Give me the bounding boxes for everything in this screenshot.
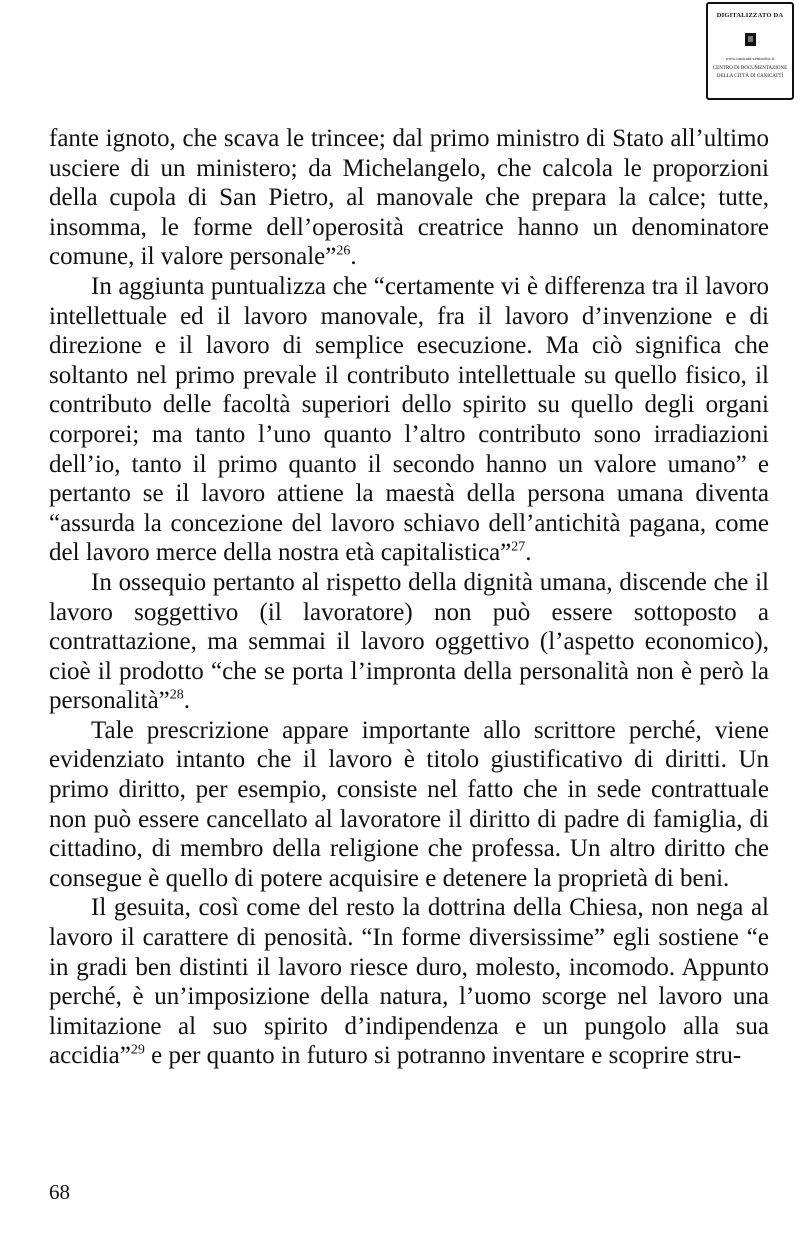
- paragraph: Il gesuita, così come del resto la dottrina della Chiesa, non nega al lavoro il carattere di penosità. “In forme diversissime” egli sostiene “e in gradi ben distinti il lavoro riesce duro, molesto, incomodo. Appunto perché, è un’imposizione della natura, l’uomo scorge nel lavoro una limitazione al suo spirito d’indipendenza e un pungolo alla sua accidia”$^{29}$ e per quanto in futuro si potranno inventare e scoprire stru-: [49, 894, 769, 1070]
- paragraph: In aggiunta puntualizza che “certamente vi è differenza tra il lavoro intellettuale ed il lavoro manovale, fra il lavoro d’invenzione e di direzione e il lavoro di semplice esecuzione. Ma ciò significa che soltanto nel primo prevale il contributo intellettuale su quello fisico, il contributo delle facoltà superiori dello spirito su quello degli organi corporei; ma tanto l’uno quanto l’altro contributo sono irradiazioni dell’io, tanto il primo quanto il secondo hanno un valore umano” e pertanto se il lavoro attiene la maestà della persona umana diventa “assurda la concezione del lavoro schiavo dell’antichità pagana, come del lavoro merce della nostra età capitalistica”$^{27}$.: [49, 272, 769, 567]
- page-number: 68: [49, 1180, 70, 1204]
- paragraph: In ossequio pertanto al rispetto della dignità umana, discende che il lavoro soggettivo (il lavoratore) non può essere sottoposto a contrattazione, ma semmai il lavoro oggettivo (l’aspetto economico), cioè il prodotto “che se porta l’impronta della personalità non è però la personalità”$^{28}$.: [49, 568, 769, 715]
- digitization-stamp: [706, 2, 794, 100]
- coat-of-arms-icon: [745, 33, 756, 46]
- paragraph: Tale prescrizione appare importante allo scrittore perché, viene evidenziato intanto che il lavoro è titolo giustificativo di diritti. Un primo diritto, per esempio, consiste nel fatto che in sede contrattuale non può essere cancellato al lavoratore il diritto di padre di famiglia, di cittadino, di membro della religione che professa. Un altro diritto che consegue è quello di potere acquisire e detenere la proprietà di beni.: [49, 716, 769, 892]
- footnote-ref: 27: [511, 539, 526, 555]
- footnote-ref: 28: [169, 687, 184, 703]
- paragraph: fante ignoto, che scava le trincee; dal primo ministro di Stato all’ultimo usciere di un ministero; da Michelangelo, che calcola le proporzioni della cupola di San Pietro, al manovale che prepara la calce; tutte, insomma, le forme dell’operosità creatrice hanno un denominatore comune, il valore personale”$^{26}$.: [49, 125, 769, 271]
- footnote-ref: 29: [130, 1043, 145, 1059]
- footnote-ref: 26: [336, 244, 351, 260]
- stamp-line-1: CENTRO DI DOCUMENTAZIONE: [712, 66, 788, 71]
- stamp-line-2: DELLA CITTÀ DI CANICATTÌ: [716, 74, 784, 79]
- stamp-url: www.canicatti-centrodoc.it: [725, 56, 775, 61]
- stamp-header: DIGITALIZZATO DA: [716, 12, 784, 19]
- body-text: [49, 124, 769, 1071]
